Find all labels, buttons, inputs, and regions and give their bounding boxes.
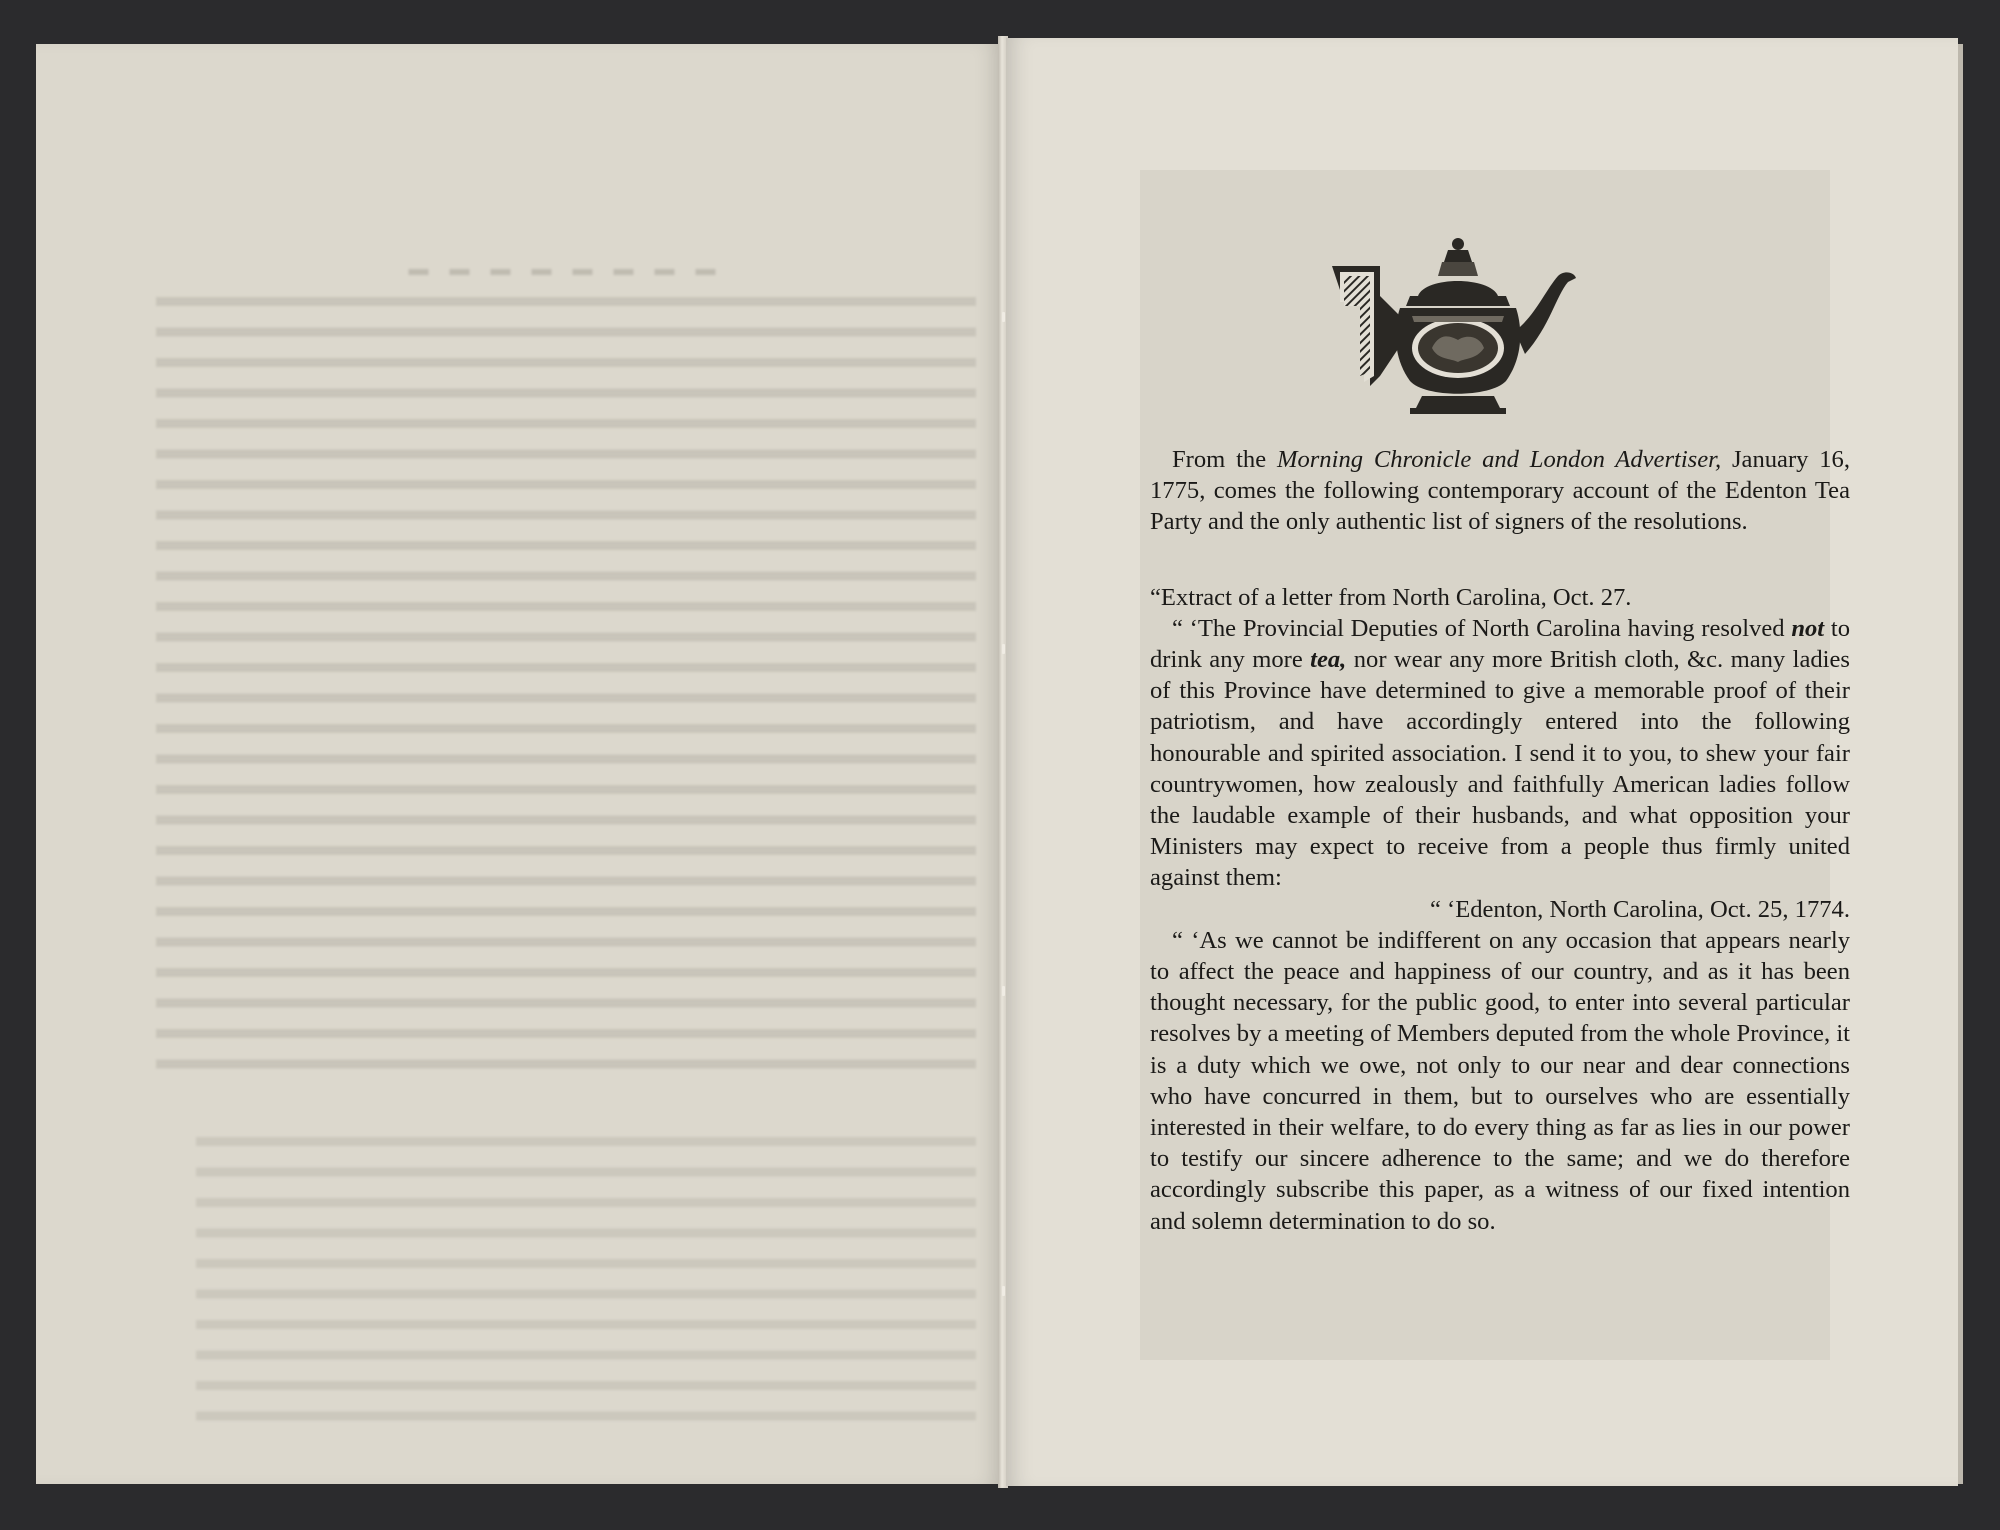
letter-paragraph — [1150, 613, 1850, 894]
bleed-through-text: ▬ ▬ ▬ ▬ ▬ ▬ ▬ ▬ — [156, 254, 976, 1437]
extract-heading: “Extract of a letter from North Carolina, Oct. 27. — [1150, 583, 1632, 611]
binding-stitch — [1002, 986, 1005, 996]
emphasis-not: not — [1791, 614, 1825, 642]
intro-rest: January 16, 1775, comes the following contemporary account of the Edenton Tea Party and the only authentic list of signers of the resolutions. — [1150, 446, 1850, 536]
dateline: “ ‘Edenton, North Carolina, Oct. 25, 1774. — [1429, 895, 1850, 923]
resolution-paragraph: “ ‘As we cannot be indifferent on any occasion that appears nearly to affect the peace and happiness of our country, and as it has been thought necessary, for the public good, to enter into several particular resolves by a meeting of Members deputed from the whole Province, it is a duty which we owe, not only to our near and dear connections who have concurred in them, but to ourselves who are essentially interested in their welfare, to do every thing as far as lies in our power to testify our sincere adherence to the same; and we do therefore accordingly subscribe this paper, as a witness of our fixed intention and solemn determination to do so. — [1150, 926, 1850, 1235]
page-text — [1150, 444, 1850, 1237]
intro-paragraph — [1150, 444, 1850, 538]
binding-stitch — [1002, 644, 1005, 654]
left-page — [36, 44, 1002, 1484]
page-edge — [1958, 44, 1963, 1484]
letter-text-1: “ ‘The Provincial Deputies of North Carolina having resolved — [1172, 614, 1792, 642]
letter-text-2: to drink any more — [1150, 614, 1850, 674]
binding-stitch — [1002, 1286, 1005, 1296]
publication-title: Morning Chronicle and London Advertiser, — [1276, 446, 1722, 473]
letter-text-3: nor wear any more British cloth, &c. many ladies of this Province have determined to give a memorable proof of their patriotism, and have accordingly entered into the following honourable and spirited association. I send it to you, to shew your fair countrywomen, how zealously and faithfully American ladies follow the laudable example of their husbands, and what opposition your Ministers may expect to receive from a people thus firmly united against them: — [1150, 646, 1850, 892]
emphasis-tea: tea, — [1310, 646, 1347, 674]
binding-stitch — [1002, 312, 1005, 322]
teapot-illustration — [1330, 236, 1590, 418]
intro-prefix: From the — [1172, 446, 1277, 473]
